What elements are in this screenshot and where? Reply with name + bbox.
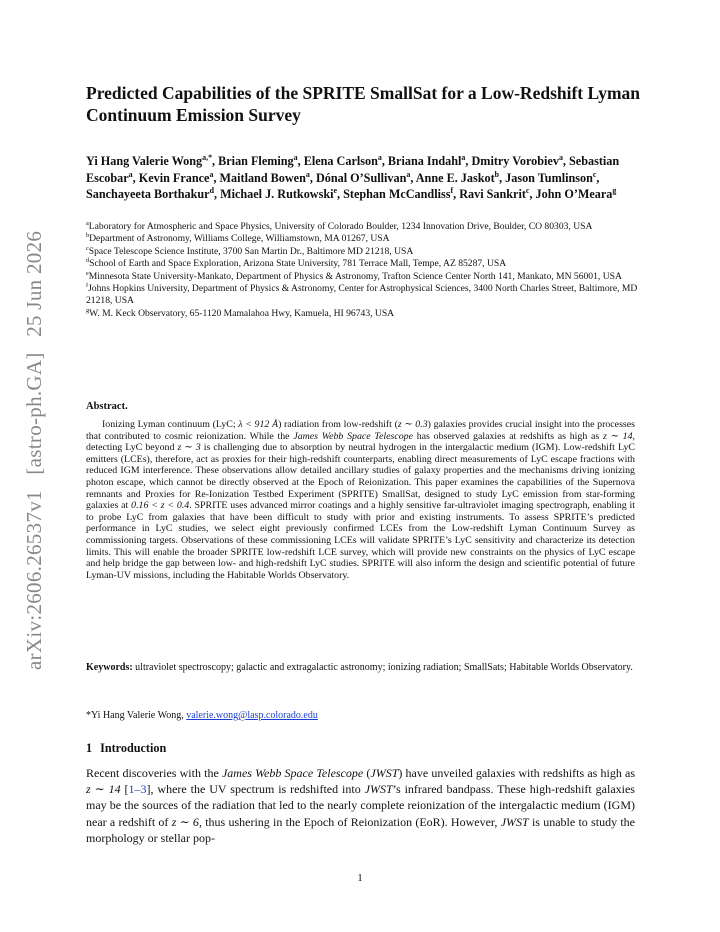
- affiliation-item: [86, 258, 646, 270]
- affiliation-text: Space Telescope Science Institute, 3700 San Martin Dr., Baltimore MD 21218, USA: [88, 245, 414, 257]
- author-affiliation-mark: g: [612, 186, 617, 196]
- affiliation-item: [86, 283, 646, 308]
- author-affiliation-mark: a: [406, 169, 411, 179]
- author-name: John O’Meara: [535, 187, 613, 202]
- author-affiliation-mark: a: [305, 169, 310, 179]
- page-number: 1: [357, 872, 363, 884]
- author-affiliation-mark: a,*: [202, 152, 213, 162]
- section-heading: [86, 741, 166, 756]
- affiliation-item: [86, 246, 646, 258]
- author-affiliation-mark: e: [333, 186, 338, 196]
- author-affiliation-mark: a: [209, 169, 214, 179]
- abstract-body: Ionizing Lyman continuum (LyC; λ < 912 Å) radiation from low-redshift (z ∼ 0.3) galaxies provides crucial insight into the processes that contributed to cosmic reionization. While the James Webb Space Telescope has observed galaxies at redshifts as high as z ∼ 14, detecting LyC beyond z ∼ 3 is challenging due to absorption by neutral hydrogen in the intergalactic medium (IGM). Low-redshift LyC emitters (LCEs), therefore, act as proxies for their high-redshift counterparts, enabling direct measurements of LyC escape fractions with reduced IGM interference. These observations allow detailed ancillary studies of galaxy properties and the mechanisms driving ionizing photon escape, which cannot be directly observed at the Epoch of Reionization. This paper examines the capabilities of the Supernova remnants and Proxies for Re-Ionization Testbed Experiment (SPRITE) SmallSat, designed to study LyC emission from star-forming galaxies at 0.16 < z < 0.4. SPRITE uses advanced mirror coatings and a highly sensitive far-ultraviolet imaging spectrograph, enabling it to probe LyC from galaxies that have been difficult to study with prior and existing instruments. To assess SPRITE’s predicted performance in LyC studies, we select eight previously confirmed LCEs from the Low-redshift Lyman Continuum Survey as commissioning targets. Observations of these commissioning LCEs will validate SPRITE’s LyC sensitivity and characterize its detection limits. This will enable the broader SPRITE low-redshift LCE survey, which will provide new constraints on the physics of LyC escape and help bridge the gap between low- and high-redshift LyC studies. SPRITE will also inform the design and scientific potential of future Lyman-UV missions, including the Habitable Worlds Observatory.: [86, 419, 636, 581]
- keywords: [86, 661, 635, 675]
- affiliation-text: W. M. Keck Observatory, 65-1120 Mamalahoa Hwy, Kamuela, HI 96743, USA: [89, 307, 395, 319]
- affiliation-mark: g: [86, 306, 90, 314]
- affiliation-text: School of Earth and Space Exploration, Arizona State University, 781 Terrace Mall, Tempe, AZ 85287, USA: [89, 258, 507, 270]
- paper-title: Predicted Capabilities of the SPRITE SmallSat for a Low-Redshift Lyman Continuum Emission Survey: [86, 83, 641, 125]
- author-name: Maitland Bowen: [219, 170, 306, 185]
- author-affiliation-mark: a: [377, 152, 382, 162]
- section-title: Introduction: [100, 741, 167, 755]
- arxiv-category: [astro-ph.GA]: [22, 352, 46, 475]
- author-name: Anne E. Jaskot: [415, 170, 495, 185]
- affiliation-item: [86, 233, 646, 245]
- arxiv-id: arXiv:2606.26537v1: [22, 490, 46, 670]
- abstract-heading: Abstract.: [86, 401, 128, 412]
- affiliation-mark: d: [86, 257, 90, 265]
- keywords-label: Keywords:: [86, 662, 133, 673]
- author-list: Yi Hang Valerie Wong$^{a,*}$, Brian Fleming$^a$, Elena Carlson$^a$, Briana Indahl$^a$, Dmitry Vorobiev$^a$, Sebastian Escobar$^a$, Kevin France$^a$, Maitland Bowen$^a$, Dónal O’Sullivan$^a$, Anne E. Jaskot$^b$, Jason Tumlinson$^c$, Sanchayeeta Borthakur$^d$, Michael J. Rutkowski$^e$, Stephan McCandliss$^f$, Ravi Sankrit$^c$, John O’Meara$^g$: [86, 152, 620, 202]
- affiliation-text: Minnesota State University-Mankato, Department of Physics & Astronomy, Trafton Science Center North 141, Mankato, MN 56001, USA: [88, 270, 622, 282]
- author-name: Jason Tumlinson: [505, 170, 593, 185]
- contact-email-link[interactable]: valerie.wong@lasp.colorado.edu: [186, 710, 318, 721]
- affiliation-mark: e: [86, 269, 89, 277]
- contact-name: *Yi Hang Valerie Wong,: [86, 710, 184, 721]
- author-affiliation-mark: a: [461, 152, 466, 162]
- author-name: Sanchayeeta Borthakur: [86, 187, 210, 202]
- author-name: Stephan McCandliss: [343, 187, 451, 202]
- author-affiliation-mark: c: [592, 169, 597, 179]
- author-name: Yi Hang Valerie Wong: [86, 154, 203, 168]
- author-name: Kevin France: [138, 170, 210, 185]
- affiliation-text: Department of Astronomy, Williams College, Williamstown, MA 01267, USA: [89, 233, 390, 245]
- corresponding-author: [86, 710, 318, 721]
- affiliation-text: Laboratory for Atmospheric and Space Physics, University of Colorado Boulder, 1234 Innovation Drive, Boulder, CO 80303, USA: [88, 221, 593, 232]
- author-affiliation-mark: a: [558, 152, 563, 162]
- keywords-text: ultraviolet spectroscopy; galactic and extragalactic astronomy; ionizing radiation; SmallSats; Habitable Worlds Observatory.: [135, 662, 633, 673]
- author-affiliation-mark: a: [293, 152, 298, 162]
- affiliation-mark: f: [86, 281, 89, 289]
- author-name: Briana Indahl: [387, 154, 462, 168]
- intro-paragraph: Recent discoveries with the James Webb Space Telescope (JWST) have unveiled galaxies with redshifts as high as z ∼ 14 [1–3], where the UV spectrum is redshifted into JWST’s infrared bandpass. These high-redshift galaxies may be the sources of the radiation that led to the nearly complete reionization of the intergalactic medium (IGM) near a redshift of z ∼ 6, thus ushering in the Epoch of Reionization (EoR). However, JWST is unable to study the morphology or stellar pop-: [86, 766, 635, 845]
- section-number: 1: [86, 741, 93, 755]
- affiliation-item: [86, 221, 646, 233]
- citation-link[interactable]: 1–3: [128, 782, 147, 797]
- arxiv-stamp: [22, 221, 47, 670]
- author-name: Elena Carlson: [303, 154, 378, 168]
- affiliation-text: Johns Hopkins University, Department of Physics & Astronomy, Center for Astrophysical Sciences, 3400 North Charles Street, Baltimore, MD 21218, USA: [86, 283, 638, 307]
- author-name: Dmitry Vorobiev: [471, 154, 559, 168]
- affiliation-mark: a: [86, 219, 89, 227]
- affiliation-item: [86, 308, 646, 320]
- author-name: Sebastian Escobar: [86, 154, 620, 185]
- author-name: Dónal O’Sullivan: [315, 170, 407, 185]
- author-affiliation-mark: d: [209, 186, 214, 196]
- affiliation-mark: b: [86, 232, 90, 240]
- affiliation-item: [86, 271, 646, 283]
- author-affiliation-mark: a: [128, 169, 133, 179]
- author-name: Brian Fleming: [218, 154, 294, 168]
- author-name: Ravi Sankrit: [459, 187, 526, 202]
- author-affiliation-mark: c: [525, 186, 530, 196]
- author-name: Michael J. Rutkowski: [220, 187, 334, 202]
- arxiv-date: 25 Jun 2026: [22, 230, 46, 337]
- affiliation-mark: c: [86, 244, 89, 252]
- author-affiliation-mark: f: [450, 186, 454, 196]
- author-affiliation-mark: b: [494, 169, 500, 179]
- affiliation-list: [86, 221, 646, 320]
